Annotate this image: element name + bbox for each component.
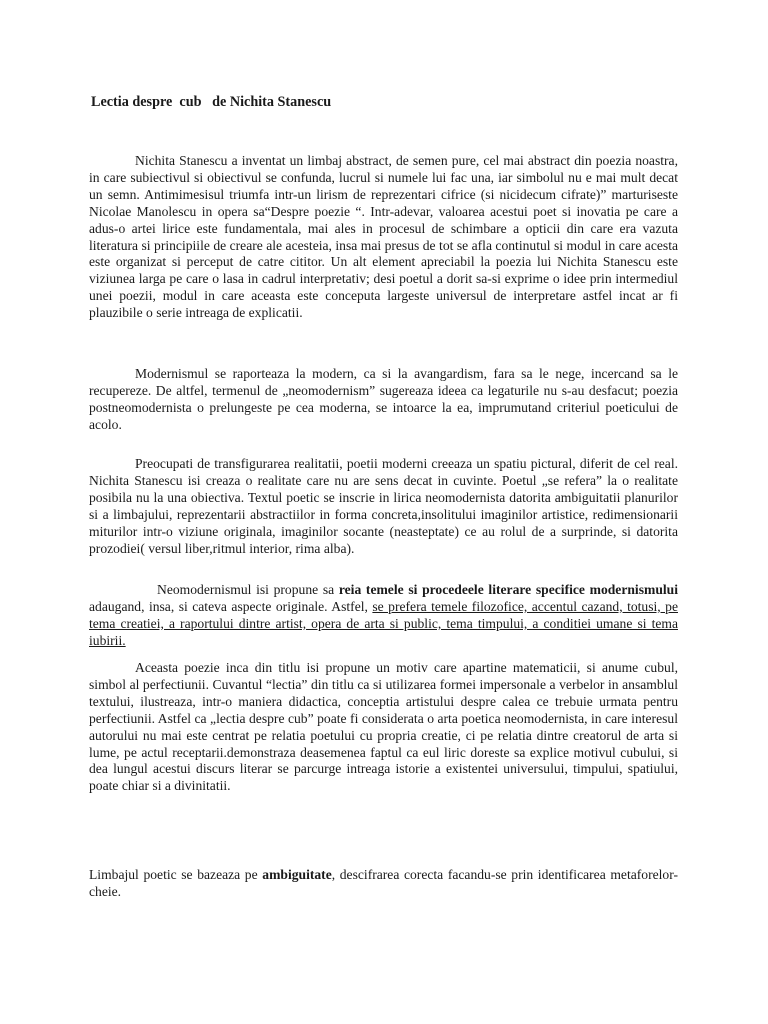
paragraph-intro: Nichita Stanescu a inventat un limbaj abstract, de semen pure, cel mai abstract din poezia noastra, in care subiectivul si obiectivul se confunda, lucrul si numele lui fac una, iar simbolul nu e mai mult decat un semn. Antimimesisul triumfa intr-un lirism de reprezentari cifrice (si nicidecum cifrate)” marturiseste Nicolae Manolescu in opera sa“Despre poezie “. Intr-adevar, valoarea acestui poet si inovatia pe care a adus-o artei lirice este fundamentala, mai ales in procesul de schimbare a opticii din care era vazuta literatura si principiile de creare ale acesteia, insa mai presus de tot se afla continutul si modul in care acesta este organizat si perceput de catre cititor. Un alt element apreciabil la poezia lui Nichita Stanescu este viziunea larga pe care o lasa in cadrul interpretativ; desi poetul a dorit sa-si exprime o idee prin intermediul unei poezii, modul in care aceasta este conceputa largeste universul de interpretare astfel incat ar fi plauzibile o serie intreaga de explicatii. [89,153,678,321]
document-title: Lectia despre cub de Nichita Stanescu [91,94,332,110]
paragraph-neomodernism-mid: adaugand, insa, si cateva aspecte originale. Astfel, [89,598,373,614]
paragraph-limbaj [89,867,678,901]
paragraph-limbaj-start: Limbajul poetic se bazeaza pe [89,867,263,882]
paragraph-neomodernism-start: Neomodernismul isi propune sa [157,582,339,597]
paragraph-neomodernism-underlined: se prefera temele filozofice, accentul cazand, totusi, pe tema creatiei, a raportului dintre artist, opera de arta si public, tema timpului, a conditiei umane si tema iubirii. [89,598,678,648]
paragraph-neomodernism [89,582,678,650]
paragraph-neomodernism-bold: reia temele si procedeele literare specifice modernismului [338,582,678,597]
paragraph-realitate: Preocupati de transfigurarea realitatii, poetii moderni creeaza un spatiu pictural, diferit de cel real. Nichita Stanescu isi creaza o realitate care nu are sens decat in cuvinte. Poetul „se refera” la o realitate posibila nu la una obiectiva. Textul poetic se inscrie in lirica neomodernista datorita ambiguitatii planurilor si a limbajului, reprezentarii abstractiilor in forma concreta,insolitului imaginilor artistice, redimensionarii miturilor intr-o viziune originala, imaginilor socante (neasteptate) ce au rolul de a surprinde, si datorita prozodiei( versul liber,ritmul interior, rima alba). [89,456,678,556]
paragraph-limbaj-end: , descifrarea corecta facandu-se prin identificarea metaforelor-cheie. [89,867,679,899]
paragraph-cub: Aceasta poezie inca din titlu isi propune un motiv care apartine matematicii, si anume cubul, simbol al perfectiunii. Cuvantul “lectia” din titlu ca si utilizarea formei impersonale a verbelor in ansamblul textului, ilustreaza, intr-o maniera didactica, conceptia artistului despre calea ce trebuie urmata pentru perfectiunii. Astfel ca „lectia despre cub” poate fi considerata o arta poetica neomodernista, in care interesul autorului nu mai este centrat pe relatia poetului cu propria creatie, ci pe relatia dintre creatorul de arta si lume, pe actul receptarii.demonstraza deasemenea faptul ca eul liric doreste sa explice motivul cubului, si dea lungul acestui discurs literar se parcurge intreaga istorie a existentei universului, timpului, spatiului, poate chiar si a divinitatii. [89,660,678,794]
paragraph-modernism: Modernismul se raporteaza la modern, ca si la avangardism, fara sa le nege, incercand sa le recupereze. De altfel, termenul de „neomodernism” sugereaza ideea ca legaturile nu s-au desfacut; poezia postneomodernista o prelungeste pe cea moderna, se intoarce la ea, imprumutand criteriul poeticului de acolo. [89,366,678,432]
paragraph-limbaj-bold: ambiguitate [262,867,332,882]
